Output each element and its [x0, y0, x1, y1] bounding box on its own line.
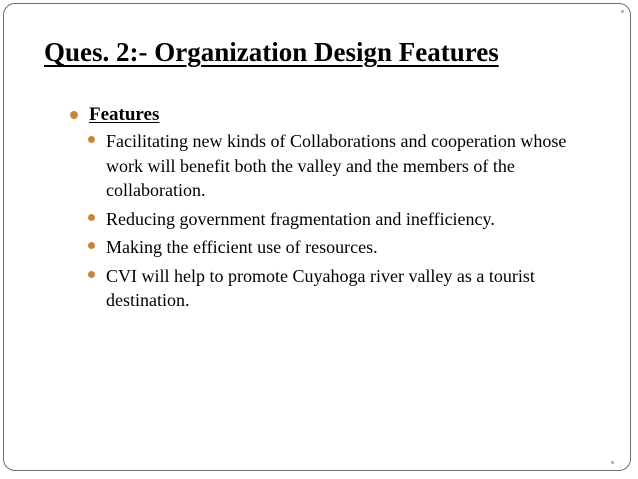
- slide-title: Ques. 2:- Organization Design Features: [44, 37, 499, 67]
- list-item-text: CVI will help to promote Cuyahoga river valley as a tourist destination.: [106, 265, 535, 310]
- list-item: [88, 207, 603, 232]
- bullet-icon: [88, 242, 95, 249]
- list-item-text: Reducing government fragmentation and inefficiency.: [106, 208, 495, 229]
- corner-dot-icon: [621, 10, 624, 13]
- feature-list: [88, 129, 603, 313]
- section-heading-label: Features: [89, 104, 160, 125]
- list-item: [88, 235, 603, 260]
- list-item-text: Facilitating new kinds of Collaborations and cooperation whose work will benefit both the valley and the members of the collaboration.: [106, 131, 567, 200]
- list-item: [88, 129, 603, 203]
- section-heading: [70, 103, 610, 127]
- bullet-icon: [88, 214, 95, 221]
- bullet-icon: [88, 271, 95, 278]
- corner-dot-icon: [611, 461, 614, 464]
- list-item: [88, 264, 603, 313]
- slide-content: [70, 103, 610, 317]
- bullet-icon: [70, 111, 78, 119]
- bullet-icon: [88, 136, 95, 143]
- list-item-text: Making the efficient use of resources.: [106, 237, 378, 257]
